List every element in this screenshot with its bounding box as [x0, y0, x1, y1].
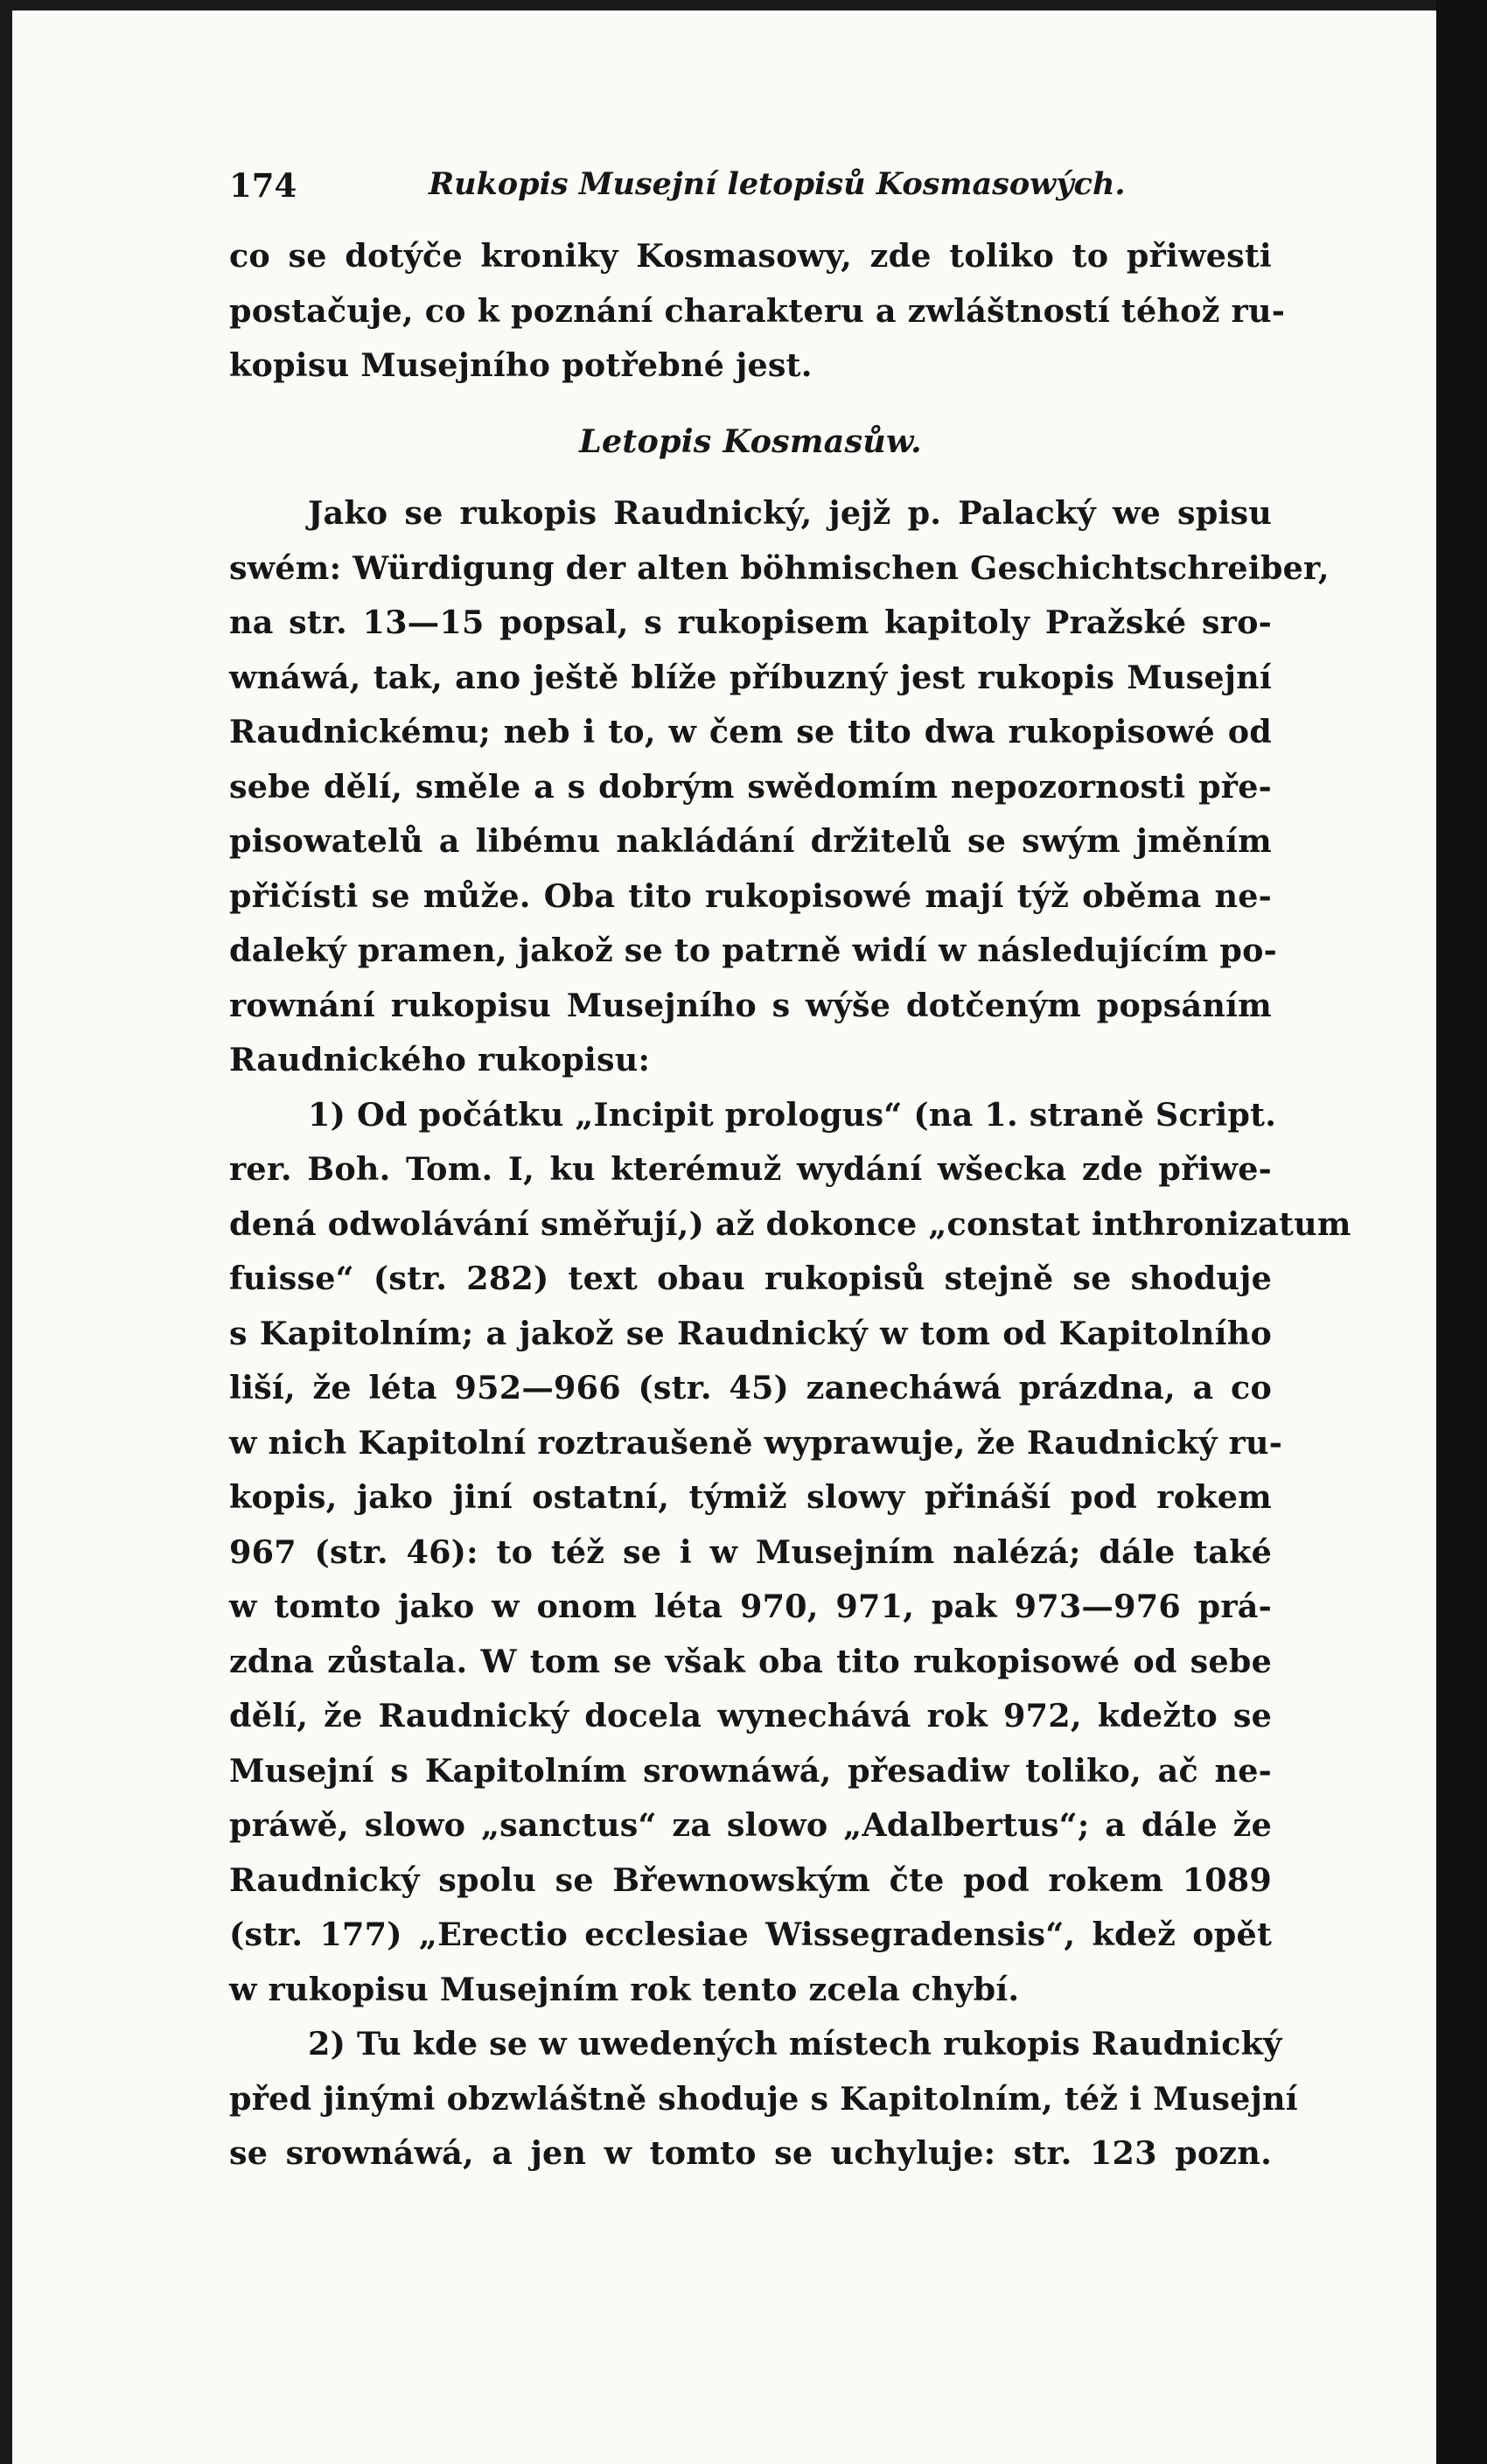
text-line: liší, že léta 952—966 (str. 45) zanecháwá prázdna, a co — [229, 1369, 1272, 1407]
text-line: 1) Od počátku „Incipit prologus“ (na 1. straně Script. — [308, 1095, 1277, 1134]
text-line: práwě, slowo „sanctus“ za slowo „Adalbertus“; a dále že — [229, 1806, 1272, 1844]
text-line: w rukopisu Musejním rok tento zcela chybí. — [229, 1970, 1020, 2008]
text-line: 967 (str. 46): to též se i w Musejním nalézá; dále také — [229, 1532, 1272, 1571]
section-heading: Letopis Kosmasůw. — [579, 422, 922, 460]
text-line: Jako se rukopis Raudnický, jejž p. Palacký we spisu — [308, 494, 1272, 532]
text-line: Raudnickému; neb i to, w čem se tito dwa rukopisowé od — [229, 713, 1272, 750]
text-line: daleký pramen, jakož se to patrně widí w následujícím po- — [229, 932, 1278, 969]
text-line: swém: Würdigung der alten böhmischen Geschichtschreiber, — [229, 548, 1330, 587]
text-line: Musejní s Kapitolním srownáwá, přesadiw toliko, ač ne- — [229, 1751, 1272, 1790]
text-line: s Kapitolním; a jakož se Raudnický w tom od Kapitolního — [229, 1314, 1272, 1352]
text-line: postačuje, co k poznání charakteru a zwláštností téhož ru- — [229, 291, 1286, 330]
text-line: se srownáwá, a jen w tomto se uchyluje: str. 123 pozn. — [229, 2134, 1272, 2172]
paragraph-1 — [229, 486, 1330, 1088]
text-line: rer. Boh. Tom. I, ku kterémuž wydání wšecka zde přiwe- — [229, 1150, 1272, 1188]
text-line: sebe dělí, směle a s dobrým swědomím nepozornosti pře- — [229, 767, 1272, 806]
scan-border-left — [0, 0, 12, 2464]
text-line: dělí, že Raudnický docela wynechává rok 972, kdežto se — [229, 1697, 1272, 1735]
text-line: kopisu Musejního potřebné jest. — [229, 346, 813, 384]
scan-border-right — [1436, 0, 1487, 2464]
text-line: w nich Kapitolní roztraušeně wyprawuje, že Raudnický ru- — [229, 1423, 1283, 1462]
text-line: 2) Tu kde se w uwedených místech rukopis Raudnický — [308, 2025, 1282, 2063]
text-line: wnáwá, tak, ano ještě blíže příbuzný jest rukopis Musejní — [229, 658, 1272, 696]
text-line: Raudnický spolu se Břewnowským čte pod rokem 1089 — [229, 1860, 1272, 1899]
page-number: 174 — [229, 166, 297, 205]
paragraph-2 — [229, 1088, 1351, 2018]
running-header — [229, 166, 1272, 222]
text-line: pisowatelů a libému nakládání držitelů se swým jměním — [229, 822, 1272, 860]
text-line: Raudnického rukopisu: — [229, 1041, 651, 1078]
text-line: kopis, jako jiní ostatní, týmiž slowy přináší pod rokem — [229, 1478, 1272, 1516]
text-line: dená odwolávání směřují,) až dokonce „constat inthronizatum — [229, 1204, 1351, 1243]
text-line: (str. 177) „Erectio ecclesiae Wissegradensis“, kdež opět — [229, 1916, 1272, 1953]
text-line: na str. 13—15 popsal, s rukopisem kapitoly Pražské sro- — [229, 604, 1272, 641]
text-line: přičísti se může. Oba tito rukopisowé mají týž oběma ne- — [229, 876, 1272, 915]
text-line: zdna zůstala. W tom se však oba tito rukopisowé od sebe — [229, 1642, 1272, 1680]
page-text — [229, 166, 1351, 2181]
text-line: w tomto jako w onom léta 970, 971, pak 973—976 prá- — [229, 1588, 1272, 1625]
text-line: před jinými obzwláštně shoduje s Kapitolním, též i Musejní — [229, 2079, 1298, 2118]
text-line: co se dotýče kroniky Kosmasowy, zde toliko to přiwesti — [229, 237, 1272, 275]
scan-border-top — [0, 0, 1487, 10]
text-line: fuisse“ (str. 282) text obau rukopisů stejně se shoduje — [229, 1260, 1272, 1297]
paragraph-3 — [229, 2017, 1298, 2181]
text-line: rownání rukopisu Musejního s wýše dotčeným popsáním — [229, 986, 1272, 1024]
running-title: Rukopis Musejní letopisů Kosmasowých. — [429, 166, 1126, 202]
intro-paragraph — [229, 229, 1286, 394]
